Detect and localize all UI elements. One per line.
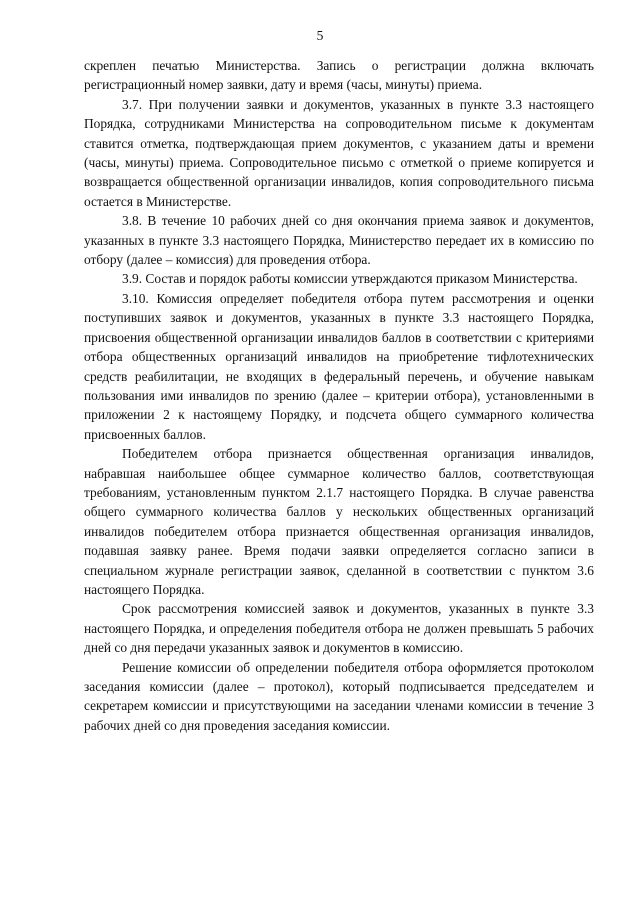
- paragraph-3-7: 3.7. При получении заявки и документов, указанных в пункте 3.3 настоящего Порядка, сотрудниками Министерства на сопроводительном письме к документам ставится отметка, подтверждающая прием документов, с указанием даты и времени (часы, минуты) приема. Сопроводительное письмо с отметкой о приеме копируется и возвращается общественной организации инвалидов, копия сопроводительного письма остается в Министерстве.: [84, 96, 594, 209]
- document-body: [84, 56, 594, 735]
- paragraph-3-8: 3.8. В течение 10 рабочих дней со дня окончания приема заявок и документов, указанных в пункте 3.3 настоящего Порядка, Министерство передает их в комиссию по отбору (далее – комиссия) для проведения отбора.: [84, 213, 594, 268]
- page-number: 5: [316, 28, 324, 43]
- paragraph-continuation: скреплен печатью Министерства. Запись о регистрации должна включать регистрационный номер заявки, дату и время (часы, минуты) приема.: [84, 58, 594, 93]
- paragraph-protocol: Решение комиссии об определении победителя отбора оформляется протоколом заседания комиссии (далее – протокол), который подписывается председателем и секретарем комиссии и присутствующими на заседании членами комиссии в течение 3 рабочих дней со дня проведения заседания комиссии.: [84, 659, 594, 733]
- paragraph-review-term: Срок рассмотрения комиссией заявок и документов, указанных в пункте 3.3 настоящего Порядка, и определения победителя отбора не должен превышать 5 рабочих дней со дня передачи указанных заявок и документов в комиссию.: [84, 601, 594, 656]
- paragraph-3-10: 3.10. Комиссия определяет победителя отбора путем рассмотрения и оценки поступивших заявок и документов, указанных в пункте 3.3 настоящего Порядка, присвоения общественной организации инвалидов баллов в соответствии с критериями отбора общественных организаций инвалидов на приобретение тифлотехнических средств реабилитации, не входящих в федеральный перечень, и обучение навыкам пользования ими инвалидов по зрению (далее – критерии отбора), установленными в приложении 2 к настоящему Порядку, и подсчета общего суммарного количества присвоенных баллов.: [84, 290, 594, 442]
- paragraph-winner: Победителем отбора признается общественная организация инвалидов, набравшая наибольшее общее суммарное количество баллов, соответствующая требованиям, установленным пунктом 2.1.7 настоящего Порядка. В случае равенства общего суммарного количества баллов у нескольких общественных организаций инвалидов победителем отбора признается общественная организация инвалидов, подавшая заявку ранее. Время подачи заявки определяется согласно записи в специальном журнале регистрации заявок, сделанной в соответствии с пунктом 3.6 настоящего Порядка.: [84, 446, 594, 597]
- paragraph-3-9: 3.9. Состав и порядок работы комиссии утверждаются приказом Министерства.: [122, 271, 578, 287]
